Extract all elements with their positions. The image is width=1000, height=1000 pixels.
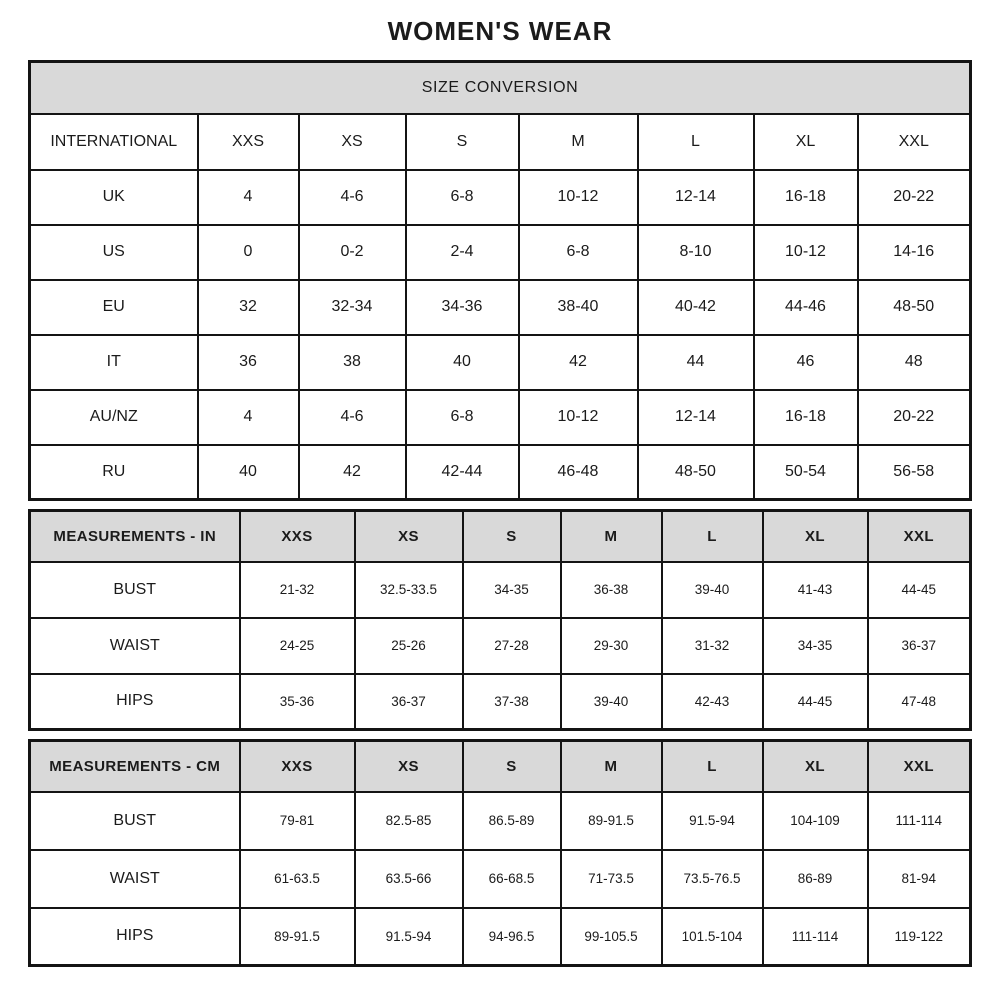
value-cell: 39-40 — [662, 562, 763, 618]
table-row-ru — [30, 445, 971, 500]
value-cell: 8-10 — [638, 225, 754, 280]
value-cell: 40 — [406, 335, 519, 390]
value-cell: 46-48 — [519, 445, 638, 500]
value-cell: 86.5-89 — [463, 792, 561, 850]
value-cell: 66-68.5 — [463, 850, 561, 908]
column-header-s: S — [406, 114, 519, 170]
value-cell: 40-42 — [638, 280, 754, 335]
row-label-bust: BUST — [30, 562, 240, 618]
value-cell: 44 — [638, 335, 754, 390]
column-header-xxl: XXL — [868, 741, 971, 792]
value-cell: 73.5-76.5 — [662, 850, 763, 908]
value-cell: 46 — [754, 335, 858, 390]
value-cell: 36-37 — [868, 618, 971, 674]
value-cell: 91.5-94 — [355, 908, 463, 966]
size-conversion-body — [30, 170, 971, 500]
value-cell: 4-6 — [299, 170, 406, 225]
table-row-hips — [30, 908, 971, 966]
table-row-hips — [30, 674, 971, 730]
measurements-cm-header-row — [30, 741, 971, 792]
value-cell: 48-50 — [858, 280, 971, 335]
column-header-xxs: XXS — [240, 511, 355, 562]
value-cell: 50-54 — [754, 445, 858, 500]
column-header-xxl: XXL — [868, 511, 971, 562]
value-cell: 27-28 — [463, 618, 561, 674]
value-cell: 6-8 — [406, 170, 519, 225]
value-cell: 111-114 — [763, 908, 868, 966]
column-header-xl: XL — [754, 114, 858, 170]
value-cell: 37-38 — [463, 674, 561, 730]
value-cell: 4 — [198, 390, 299, 445]
value-cell: 6-8 — [406, 390, 519, 445]
table-row-bust — [30, 792, 971, 850]
value-cell: 91.5-94 — [662, 792, 763, 850]
value-cell: 2-4 — [406, 225, 519, 280]
table-row-bust — [30, 562, 971, 618]
column-header-l: L — [662, 511, 763, 562]
value-cell: 25-26 — [355, 618, 463, 674]
value-cell: 42-44 — [406, 445, 519, 500]
column-header-xxl: XXL — [858, 114, 971, 170]
measurements-in-header-row — [30, 511, 971, 562]
column-header-l: L — [638, 114, 754, 170]
value-cell: 38 — [299, 335, 406, 390]
value-cell: 4-6 — [299, 390, 406, 445]
value-cell: 44-46 — [754, 280, 858, 335]
value-cell: 20-22 — [858, 170, 971, 225]
row-label-ru: RU — [30, 445, 198, 500]
row-label-waist: WAIST — [30, 850, 240, 908]
row-label-waist: WAIST — [30, 618, 240, 674]
value-cell: 94-96.5 — [463, 908, 561, 966]
column-header-m: M — [519, 114, 638, 170]
value-cell: 36-37 — [355, 674, 463, 730]
column-header-xxs: XXS — [240, 741, 355, 792]
value-cell: 31-32 — [662, 618, 763, 674]
value-cell: 111-114 — [868, 792, 971, 850]
table-row-eu — [30, 280, 971, 335]
value-cell: 71-73.5 — [561, 850, 662, 908]
column-header-s: S — [463, 741, 561, 792]
value-cell: 89-91.5 — [561, 792, 662, 850]
value-cell: 39-40 — [561, 674, 662, 730]
value-cell: 6-8 — [519, 225, 638, 280]
value-cell: 42 — [299, 445, 406, 500]
value-cell: 86-89 — [763, 850, 868, 908]
column-header-xl: XL — [763, 741, 868, 792]
value-cell: 47-48 — [868, 674, 971, 730]
value-cell: 104-109 — [763, 792, 868, 850]
value-cell: 99-105.5 — [561, 908, 662, 966]
measurements-cm-table — [28, 739, 972, 967]
row-label-eu: EU — [30, 280, 198, 335]
row-label-uk: UK — [30, 170, 198, 225]
value-cell: 36-38 — [561, 562, 662, 618]
row-label-it: IT — [30, 335, 198, 390]
value-cell: 82.5-85 — [355, 792, 463, 850]
value-cell: 36 — [198, 335, 299, 390]
measurements-cm-title: MEASUREMENTS - CM — [30, 741, 240, 792]
value-cell: 41-43 — [763, 562, 868, 618]
value-cell: 0-2 — [299, 225, 406, 280]
value-cell: 48-50 — [638, 445, 754, 500]
value-cell: 32-34 — [299, 280, 406, 335]
value-cell: 14-16 — [858, 225, 971, 280]
value-cell: 12-14 — [638, 170, 754, 225]
value-cell: 63.5-66 — [355, 850, 463, 908]
table-row-au-nz — [30, 390, 971, 445]
table-row-waist — [30, 618, 971, 674]
column-header-xl: XL — [763, 511, 868, 562]
value-cell: 48 — [858, 335, 971, 390]
row-label-us: US — [30, 225, 198, 280]
column-header-m: M — [561, 511, 662, 562]
value-cell: 61-63.5 — [240, 850, 355, 908]
value-cell: 32.5-33.5 — [355, 562, 463, 618]
measurements-in-body — [30, 562, 971, 730]
measurements-in-table — [28, 509, 972, 731]
value-cell: 42 — [519, 335, 638, 390]
value-cell: 81-94 — [868, 850, 971, 908]
value-cell: 24-25 — [240, 618, 355, 674]
column-header-xs: XS — [355, 511, 463, 562]
column-header-xxs: XXS — [198, 114, 299, 170]
size-conversion-title: SIZE CONVERSION — [30, 62, 971, 114]
value-cell: 34-35 — [463, 562, 561, 618]
row-label-bust: BUST — [30, 792, 240, 850]
table-row-waist — [30, 850, 971, 908]
row-label-hips: HIPS — [30, 908, 240, 966]
measurements-in-title: MEASUREMENTS - IN — [30, 511, 240, 562]
value-cell: 10-12 — [754, 225, 858, 280]
table-row-uk — [30, 170, 971, 225]
value-cell: 12-14 — [638, 390, 754, 445]
value-cell: 35-36 — [240, 674, 355, 730]
value-cell: 21-32 — [240, 562, 355, 618]
value-cell: 34-35 — [763, 618, 868, 674]
size-conversion-columns-row — [30, 114, 971, 170]
value-cell: 44-45 — [763, 674, 868, 730]
row-label-au-nz: AU/NZ — [30, 390, 198, 445]
column-header-s: S — [463, 511, 561, 562]
value-cell: 10-12 — [519, 390, 638, 445]
value-cell: 42-43 — [662, 674, 763, 730]
page-title: WOMEN'S WEAR — [387, 16, 613, 46]
value-cell: 38-40 — [519, 280, 638, 335]
value-cell: 44-45 — [868, 562, 971, 618]
value-cell: 4 — [198, 170, 299, 225]
value-cell: 0 — [198, 225, 299, 280]
value-cell: 29-30 — [561, 618, 662, 674]
value-cell: 56-58 — [858, 445, 971, 500]
value-cell: 16-18 — [754, 170, 858, 225]
value-cell: 20-22 — [858, 390, 971, 445]
value-cell: 32 — [198, 280, 299, 335]
value-cell: 40 — [198, 445, 299, 500]
row-label-hips: HIPS — [30, 674, 240, 730]
column-header-l: L — [662, 741, 763, 792]
column-header-xs: XS — [355, 741, 463, 792]
column-header-m: M — [561, 741, 662, 792]
measurements-cm-body — [30, 792, 971, 966]
value-cell: 34-36 — [406, 280, 519, 335]
table-row-us — [30, 225, 971, 280]
value-cell: 101.5-104 — [662, 908, 763, 966]
column-header-xs: XS — [299, 114, 406, 170]
value-cell: 10-12 — [519, 170, 638, 225]
value-cell: 79-81 — [240, 792, 355, 850]
size-conversion-banner-row — [30, 62, 971, 114]
column-header-international: INTERNATIONAL — [30, 114, 198, 170]
value-cell: 89-91.5 — [240, 908, 355, 966]
size-conversion-table — [28, 60, 972, 501]
value-cell: 119-122 — [868, 908, 971, 966]
value-cell: 16-18 — [754, 390, 858, 445]
table-row-it — [30, 335, 971, 390]
